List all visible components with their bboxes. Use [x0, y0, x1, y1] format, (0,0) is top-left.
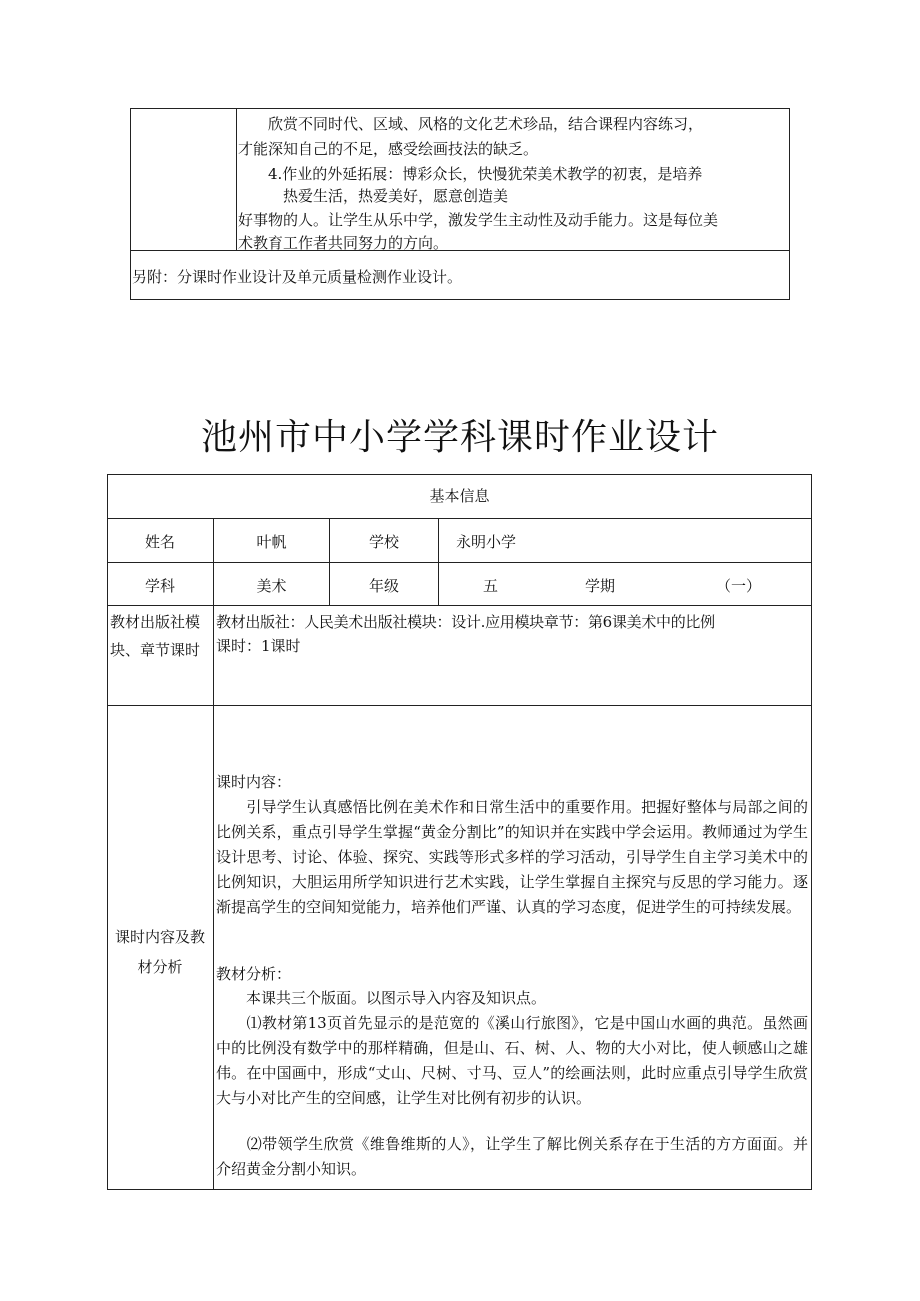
grade-label: 年级	[368, 577, 399, 595]
table-header: 基本信息	[429, 487, 490, 505]
subject-label: 学科	[144, 577, 175, 595]
top-line-5: 好事物的人。让学生从乐中学，激发学生主动性及动手能力。这是每位美	[238, 211, 719, 229]
column-divider	[438, 518, 439, 605]
term-value: （一）	[716, 577, 762, 595]
top-line-1: 欣赏不同时代、区域、风格的文化艺术珍品，结合课程内容练习，	[238, 115, 704, 133]
textbook-value-line-1: 教材出版社：人民美术出版社模块：设计.应用模块章节：第6课美术中的比例	[216, 613, 715, 631]
content-analysis-label-line-2: 材分析	[137, 958, 183, 976]
top-line-4: 热爱生活，热爱美好，愿意创造美	[238, 187, 509, 205]
textbook-value-line-2: 课时：1课时	[216, 637, 301, 655]
analysis-paragraph-3: ⑵带领学生欣赏《维鲁维斯的人》，让学生了解比例关系存在于生活的方方面面。并介绍黄金分割小知识。	[216, 1135, 808, 1178]
textbook-label-line-1: 教材出版社模	[110, 613, 201, 631]
top-line-2: 才能深知自己的不足，感受绘画技法的缺乏。	[238, 140, 539, 158]
analysis-heading: 教材分析：	[216, 965, 292, 983]
grade-value: 五	[483, 577, 499, 595]
page-title: 池州市中小学学科课时作业设计	[200, 417, 719, 458]
analysis-paragraph-1: 本课共三个版面。以图示导入内容及知识点。	[216, 989, 547, 1007]
content-analysis-label-line-1: 课时内容及教	[114, 928, 205, 946]
analysis-paragraph-2: ⑴教材第13页首先显示的是范宽的《溪山行旅图》，它是中国山水画的典范。虽然画中的比例没有数学中的那样精确，但是山、石、树、人、物的大小对比，使人顿感山之雄伟。在中国画中，形成“丈山、尺树、寸马、豆人”的绘画法则，此时应重点引导学生欣赏大与小对比产生的空间感，让学生对比例有初步的认识。	[216, 1014, 808, 1107]
textbook-label-line-2: 块、章节课时	[110, 641, 201, 659]
school-label: 学校	[368, 533, 399, 551]
appendix-note: 另附：分课时作业设计及单元质量检测作业设计。	[132, 268, 463, 286]
top-line-6: 术教育工作者共同努力的方向。	[238, 234, 449, 252]
name-label: 姓名	[144, 533, 175, 551]
name-value: 叶帆	[256, 533, 287, 551]
content-heading: 课时内容：	[216, 773, 292, 791]
column-divider	[213, 518, 214, 1190]
top-line-3: 4.作业的外延拓展：博彩众长，快慢犹荣美术教学的初衷，是培养	[238, 165, 703, 183]
top-table-column-divider	[236, 108, 237, 250]
top-table-row-divider	[130, 250, 790, 251]
content-body: 引导学生认真感悟比例在美术作和日常生活中的重要作用。把握好整体与局部之间的比例关系，重点引导学生掌握“黄金分割比”的知识并在实践中学会运用。教师通过为学生设计思考、讨论、体验、探究、实践等形式多样的学习活动，引导学生自主学习美术中的比例知识，大胆运用所学知识进行艺术实践，让学生掌握自主探究与反思的学习能力。逐渐提高学生的空间知觉能力，培养他们严谨、认真的学习态度，促进学生的可持续发展。	[216, 798, 808, 916]
term-label: 学期	[585, 577, 616, 595]
school-value: 永明小学	[456, 533, 517, 551]
subject-value: 美术	[256, 577, 287, 595]
